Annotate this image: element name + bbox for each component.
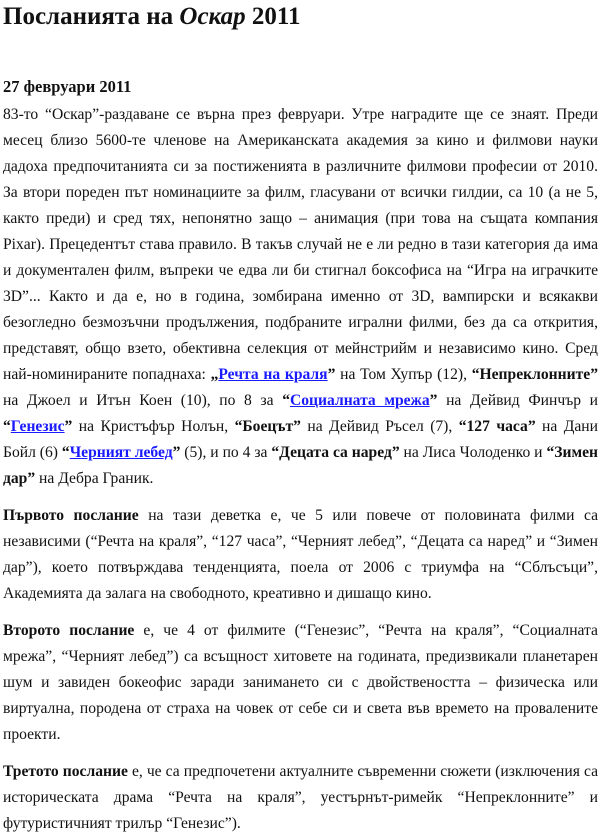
film-link[interactable]: Черният лебед [69,444,173,461]
text: е, че са предпочетени актуалните съвременни сюжети (изключения са историческата драма “Речта на краля”, уестърнът-римейк “Непреклонните” и футуристичният трилър “Генезис”). [3,763,598,832]
paragraph [3,618,598,748]
bold-text: “Непреклонните” [471,366,598,383]
bold-text: ” [327,366,336,383]
bold-text: Третото послание [3,763,128,780]
text: на Лиса Чолоденко и [399,444,547,461]
paragraph [3,503,598,607]
film-link[interactable]: Генезис [10,418,65,435]
film-link[interactable]: Речта на краля [218,366,328,383]
bold-text: Първото послание [3,507,139,524]
bold-text: “ [61,444,70,461]
paragraph [3,102,598,492]
bold-text: ” [64,418,73,435]
bold-text: “ [282,392,290,409]
bold-text: “ [3,418,11,435]
text: на Дебра Граник. [35,470,154,487]
text: на Джоел и Итън Коен (10), по 8 за [3,392,283,409]
text: 83-то “Оскар”-раздаване се върна през февруари. Утре наградите ще се знаят. Преди месец близо 5600-те членове на Американската академия за кино и филмови науки дадоха предпочитанията си за постиженията в различните филмови професии от 2010. За втори пореден път номинациите за филм, гласувани от всички гилдии, са 10 (а не 5, както преди) и сред тях, непонятно защо – анимация (при това на същата компания Pixar). Прецедентът става правило. В такъв случай не е ли редно в тази категория да има и документален филм, въпреки че едва ли би стигнал боксофиса на “Игра на играчките 3D”... Както и да е, но в година, зомбирана именно от 3D, вампирски и всякакви безогледно безмозъчни продължения, подбраните игрални филми, без да са открития, представят, общо взето, обективна селекция от мейнстрийм и независимо кино. Сред най-номинираните попаднаха: [3,106,598,383]
bold-text: „ [210,366,219,383]
article-date: 27 февруари 2011 [3,77,132,96]
title-italic-text: Оскар [179,3,246,30]
text: на Дейвид Финчър и [437,392,599,409]
bold-text: “127 часа” [458,418,536,435]
bold-text: ” [429,392,438,409]
text: на тази деветка е, че 5 или повече от половината филми са независими (“Речта на краля”, “127 часа”, “Черният лебед”, “Децата са наред” и “Зимен дар”), което потвърждава тенденцията, поела от 2006 с триумфа на “Сблъсъци”, Академията да залага на свободното, креативно и дишащо кино. [3,507,599,602]
text: на Дейвид Ръсел (7), [300,418,459,435]
article-body [3,102,598,837]
bold-text: “Боецът” [234,418,301,435]
paragraph [3,759,598,837]
page-title [3,0,598,32]
film-link[interactable]: Социалната мрежа [289,392,430,409]
text: на Кристъфър Нолън, [72,418,235,435]
bold-text: “Децата са наред” [271,444,400,461]
bold-text: “Зимен дар” [3,444,598,487]
text: (5), и по 4 за [180,444,272,461]
bold-text: ” [172,444,181,461]
text: на Том Хупър (12), [335,366,472,383]
bold-text: Второто послание [3,622,135,639]
title-year: 2011 [245,3,301,30]
text: на Дани Бойл (6) [3,418,598,461]
title-text: Посланията на [3,3,180,30]
text: е, че 4 от филмите (“Генезис”, “Речта на краля”, “Социалната мрежа”, “Черният лебед”) са всъщност хитовете на годината, предизвикали планетарен шум и завиден бокеофис заради занимането си с двойствеността – физическа или виртуална, породена от страха на човек от себе си и света във времето на провалените проекти. [3,622,598,743]
